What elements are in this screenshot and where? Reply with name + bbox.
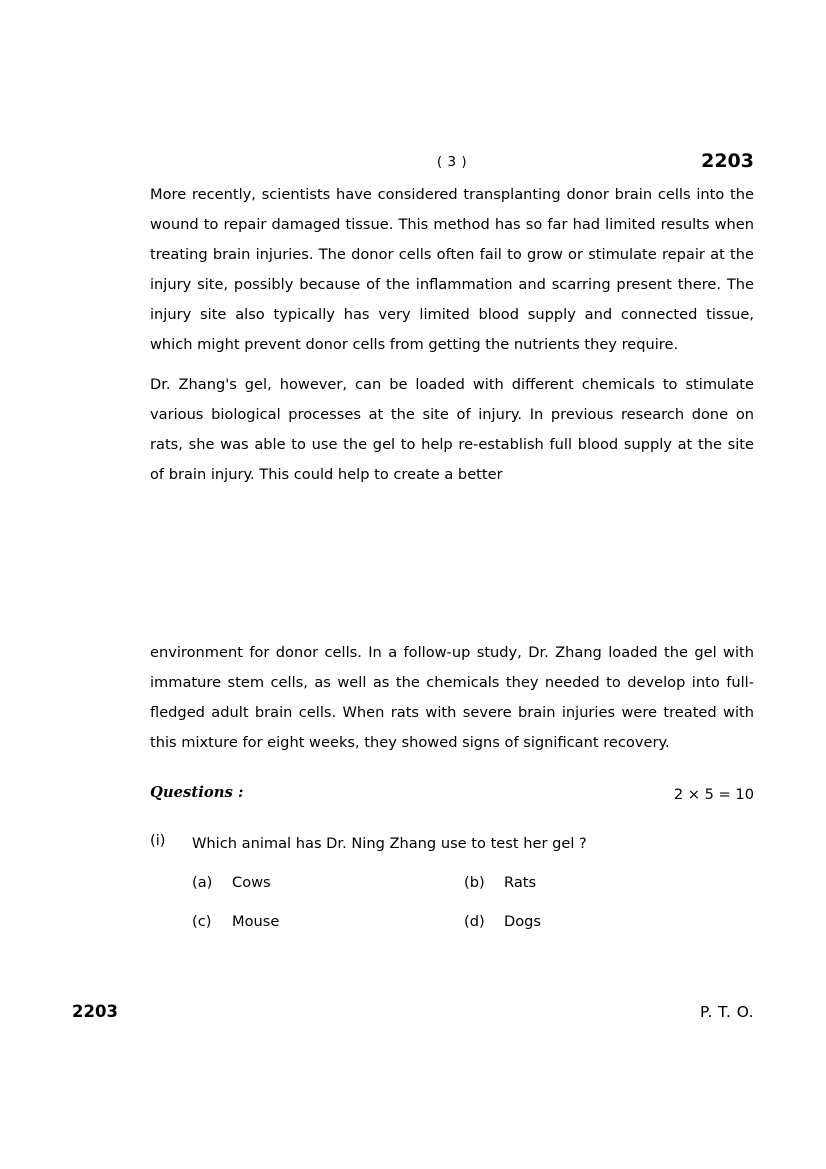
paper-code-header: 2203 (701, 150, 754, 172)
options-row-2 (192, 913, 754, 952)
question-number: (i) (150, 832, 166, 849)
option-b[interactable] (464, 874, 536, 891)
option-b-key: (b) (464, 874, 485, 891)
page-break-gap (150, 500, 754, 638)
option-a[interactable] (192, 874, 271, 891)
option-d-key: (d) (464, 913, 485, 930)
pto-marker: P. T. O. (700, 1003, 754, 1021)
page-content (150, 150, 754, 952)
questions-label: Questions : (150, 784, 244, 801)
paper-code-footer: 2203 (72, 1002, 118, 1021)
question-item (150, 832, 754, 952)
option-d[interactable] (464, 913, 541, 930)
option-a-label: Cows (232, 874, 271, 891)
passage-paragraph-3: environment for donor cells. In a follow-up study, Dr. Zhang loaded the gel with immature stem cells, as well as the chemicals they needed to develop into full-fledged adult brain cells. When rats with severe brain injuries were treated with this mixture for eight weeks, they showed signs of significant recovery. (150, 644, 754, 751)
question-text: Which animal has Dr. Ning Zhang use to test her gel ? (192, 835, 587, 852)
option-a-key: (a) (192, 874, 213, 891)
passage-paragraph-1: More recently, scientists have considered transplanting donor brain cells into the wound to repair damaged tissue. This method has so far had limited results when treating brain injuries. The donor cells often fail to grow or stimulate repair at the injury site, possibly because of the inflammation and scarring present there. The injury site also typically has very limited blood supply and connected tissue, which might prevent donor cells from getting the nutrients they require. (150, 186, 754, 353)
questions-marks: 2 × 5 = 10 (673, 786, 754, 803)
page-footer (72, 1002, 754, 1026)
questions-heading-row (150, 784, 754, 810)
option-c[interactable] (192, 913, 279, 930)
options-row-1 (192, 874, 754, 913)
page-header (150, 150, 754, 180)
option-b-label: Rats (504, 874, 537, 891)
option-c-key: (c) (192, 913, 212, 930)
page-number-marker: ( 3 ) (436, 154, 468, 170)
option-d-label: Dogs (504, 913, 542, 930)
passage-paragraph-2: Dr. Zhang's gel, however, can be loaded with different chemicals to stimulate various biological processes at the site of injury. In previous research done on rats, she was able to use the gel to help re-establish full blood supply at the site of brain injury. This could help to create a better (150, 376, 754, 483)
question-options (192, 874, 754, 952)
option-c-label: Mouse (232, 913, 280, 930)
